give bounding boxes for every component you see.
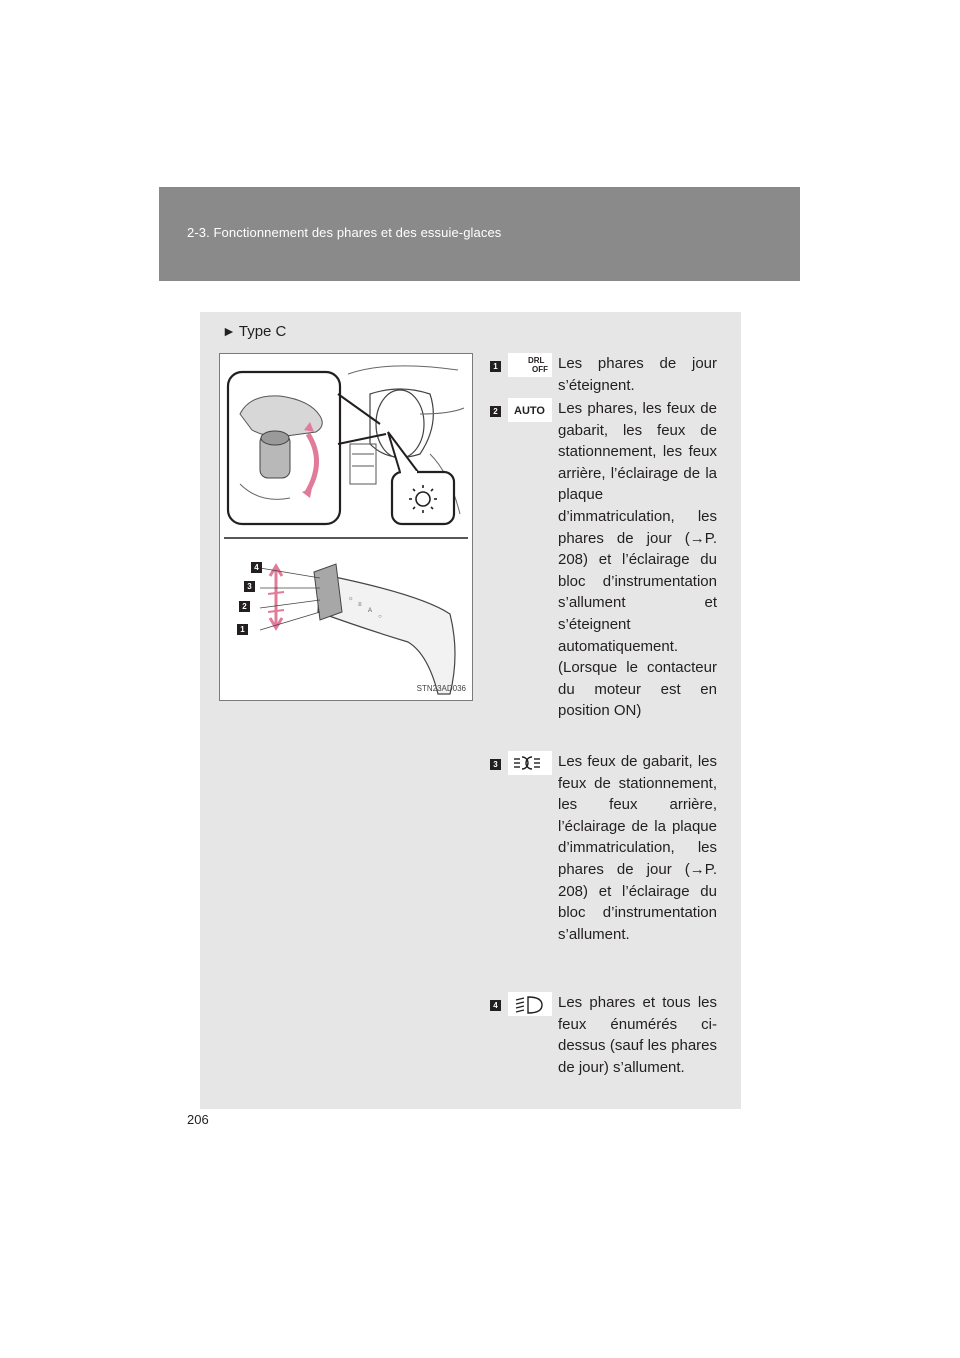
item-description: Les phares, les feux de gabarit, les feux de stationnement, les feux arrière, l’éclairage de la plaque d’immatriculation, les phares de jour (→P. 208) et l’éclairage du bloc d’instrumentation s’allument et s’éteignent automatiquement. (Lorsque le contacteur du moteur est en position ON) [558,400,717,720]
headlight-icon [508,992,552,1016]
item-description: Les phares et tous les feux énumérés ci-dessus (sauf les phares de jour) s’allument. [558,994,717,1076]
list-item [490,353,718,397]
drl-text: DRL [528,356,545,365]
dashboard-sketch [348,366,458,374]
list-item [490,992,718,1102]
item-number: 1 [490,361,501,372]
section-header [159,187,800,281]
list-item [490,751,718,991]
item-number: 3 [490,759,501,770]
item-description: Les phares de jour s’éteignent. [558,355,717,394]
svg-text:☼: ☼ [348,596,354,602]
triangle-pointer-icon: ► [222,323,236,339]
svg-text:≡: ≡ [358,602,362,608]
svg-text:A: A [368,608,373,614]
item-description: Les feux de gabarit, les feux de stationnement, les feux arrière, l’éclairage de la plaque d’immatriculation, les phares de jour (→P. 208) et l’éclairage du bloc d’instrumentation s’allument. [558,753,717,943]
figure-badge-2: 2 [239,601,250,612]
content-panel [200,312,741,1109]
callout-bubble [392,472,454,524]
list-item [490,398,718,748]
auto-icon [508,398,552,422]
light-switch-illustration [219,353,473,701]
item-number: 2 [490,406,501,417]
drl-off-icon [508,353,552,377]
page-number: 206 [187,1112,209,1127]
figure-badge-4: 4 [251,562,262,573]
item-number: 4 [490,1000,501,1011]
off-text: OFF [532,365,548,374]
section-title: 2-3. Fonctionnement des phares et des essuie-glaces [187,225,502,240]
auto-text: AUTO [514,405,545,417]
type-label [222,323,286,340]
svg-text:○: ○ [378,614,382,620]
tail-light-icon [508,751,552,775]
figure-code: STN23AD036 [416,684,466,693]
type-label-text: Type C [238,323,287,340]
light-switch-drawing [220,354,472,700]
figure-badge-1: 1 [237,624,248,635]
figure-badge-3: 3 [244,581,255,592]
